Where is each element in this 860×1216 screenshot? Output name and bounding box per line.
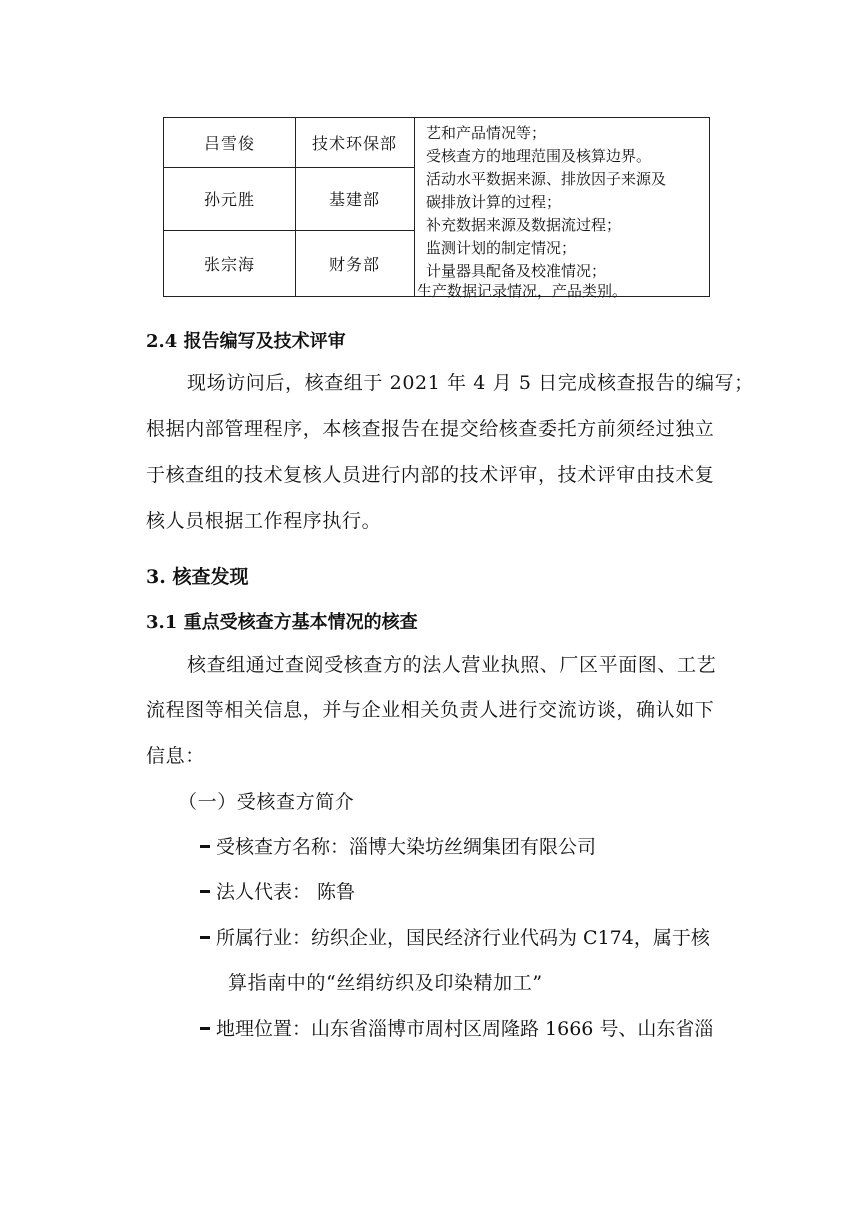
bullet-text: 受核查方名称：淄博大染坊丝绸集团有限公司: [216, 836, 597, 858]
paragraph-line: 核人员根据工作程序执行。: [146, 510, 382, 532]
table-cell-name: 孙元胜: [203, 190, 255, 209]
dash-bullet-icon: [200, 1027, 210, 1030]
bullet-item: [200, 832, 596, 859]
table-content-line: 艺和产品情况等；: [426, 124, 547, 142]
paragraph-line: 现场访问后，核查组于 2021 年 4 月 5 日完成核查报告的编写；: [187, 372, 754, 394]
table-cell-name: 吕雪俊: [203, 134, 255, 153]
table-content-line: 受核查方的地理范围及核算边界。: [426, 147, 652, 165]
paragraph-line: 信息：: [146, 745, 205, 767]
dash-bullet-icon: [200, 845, 210, 848]
subsection-heading: （一）受核查方简介: [178, 791, 355, 813]
audit-personnel-table: [163, 117, 710, 300]
table-divider: [414, 118, 415, 296]
section-heading-3-1: 3.1 重点受核查方基本情况的核查: [146, 612, 418, 633]
dash-bullet-icon: [200, 890, 210, 893]
bullet-text: 所属行业：纺织企业，国民经济行业代码为 C174，属于核: [216, 927, 710, 949]
table-content-line: 监测计划的制定情况；: [426, 239, 577, 257]
table-content-line: 计量器具配备及校准情况；: [426, 262, 607, 280]
bullet-item: [200, 877, 355, 904]
bullet-item: [200, 923, 710, 950]
paragraph-line: 核查组通过查阅受核查方的法人营业执照、厂区平面图、工艺: [187, 654, 717, 676]
table-cell-name: 张宗海: [203, 254, 255, 274]
table-cell-dept: 基建部: [328, 190, 380, 209]
table-cell-dept: 财务部: [328, 254, 380, 274]
bullet-text: 法人代表： 陈鲁: [216, 881, 356, 903]
section-heading-2-4: 2.4 报告编写及技术评审: [146, 331, 346, 352]
bullet-text: 地理位置：山东省淄博市周村区周隆路 1666 号、山东省淄: [216, 1018, 714, 1040]
table-content-line: 活动水平数据来源、排放因子来源及: [426, 170, 667, 188]
paragraph-line: 于核查组的技术复核人员进行内部的技术评审，技术评审由技术复: [146, 464, 715, 486]
section-heading-3: 3. 核查发现: [146, 566, 249, 588]
bullet-item: [200, 1014, 713, 1041]
table-cell-dept: 技术环保部: [311, 134, 397, 153]
bullet-text-continuation: 算指南中的“丝绢纺织及印染精加工”: [228, 972, 543, 994]
table-content-line: 生产数据记录情况，产品类别。: [417, 282, 628, 300]
paragraph-line: 流程图等相关信息，并与企业相关负责人进行交流访谈，确认如下: [146, 699, 715, 721]
paragraph-line: 根据内部管理程序，本核查报告在提交给核查委托方前须经过独立: [146, 418, 715, 440]
dash-bullet-icon: [200, 936, 210, 939]
table-content-line: 碳排放计算的过程；: [426, 193, 562, 211]
table-content-line: 补充数据来源及数据流过程；: [426, 216, 622, 234]
